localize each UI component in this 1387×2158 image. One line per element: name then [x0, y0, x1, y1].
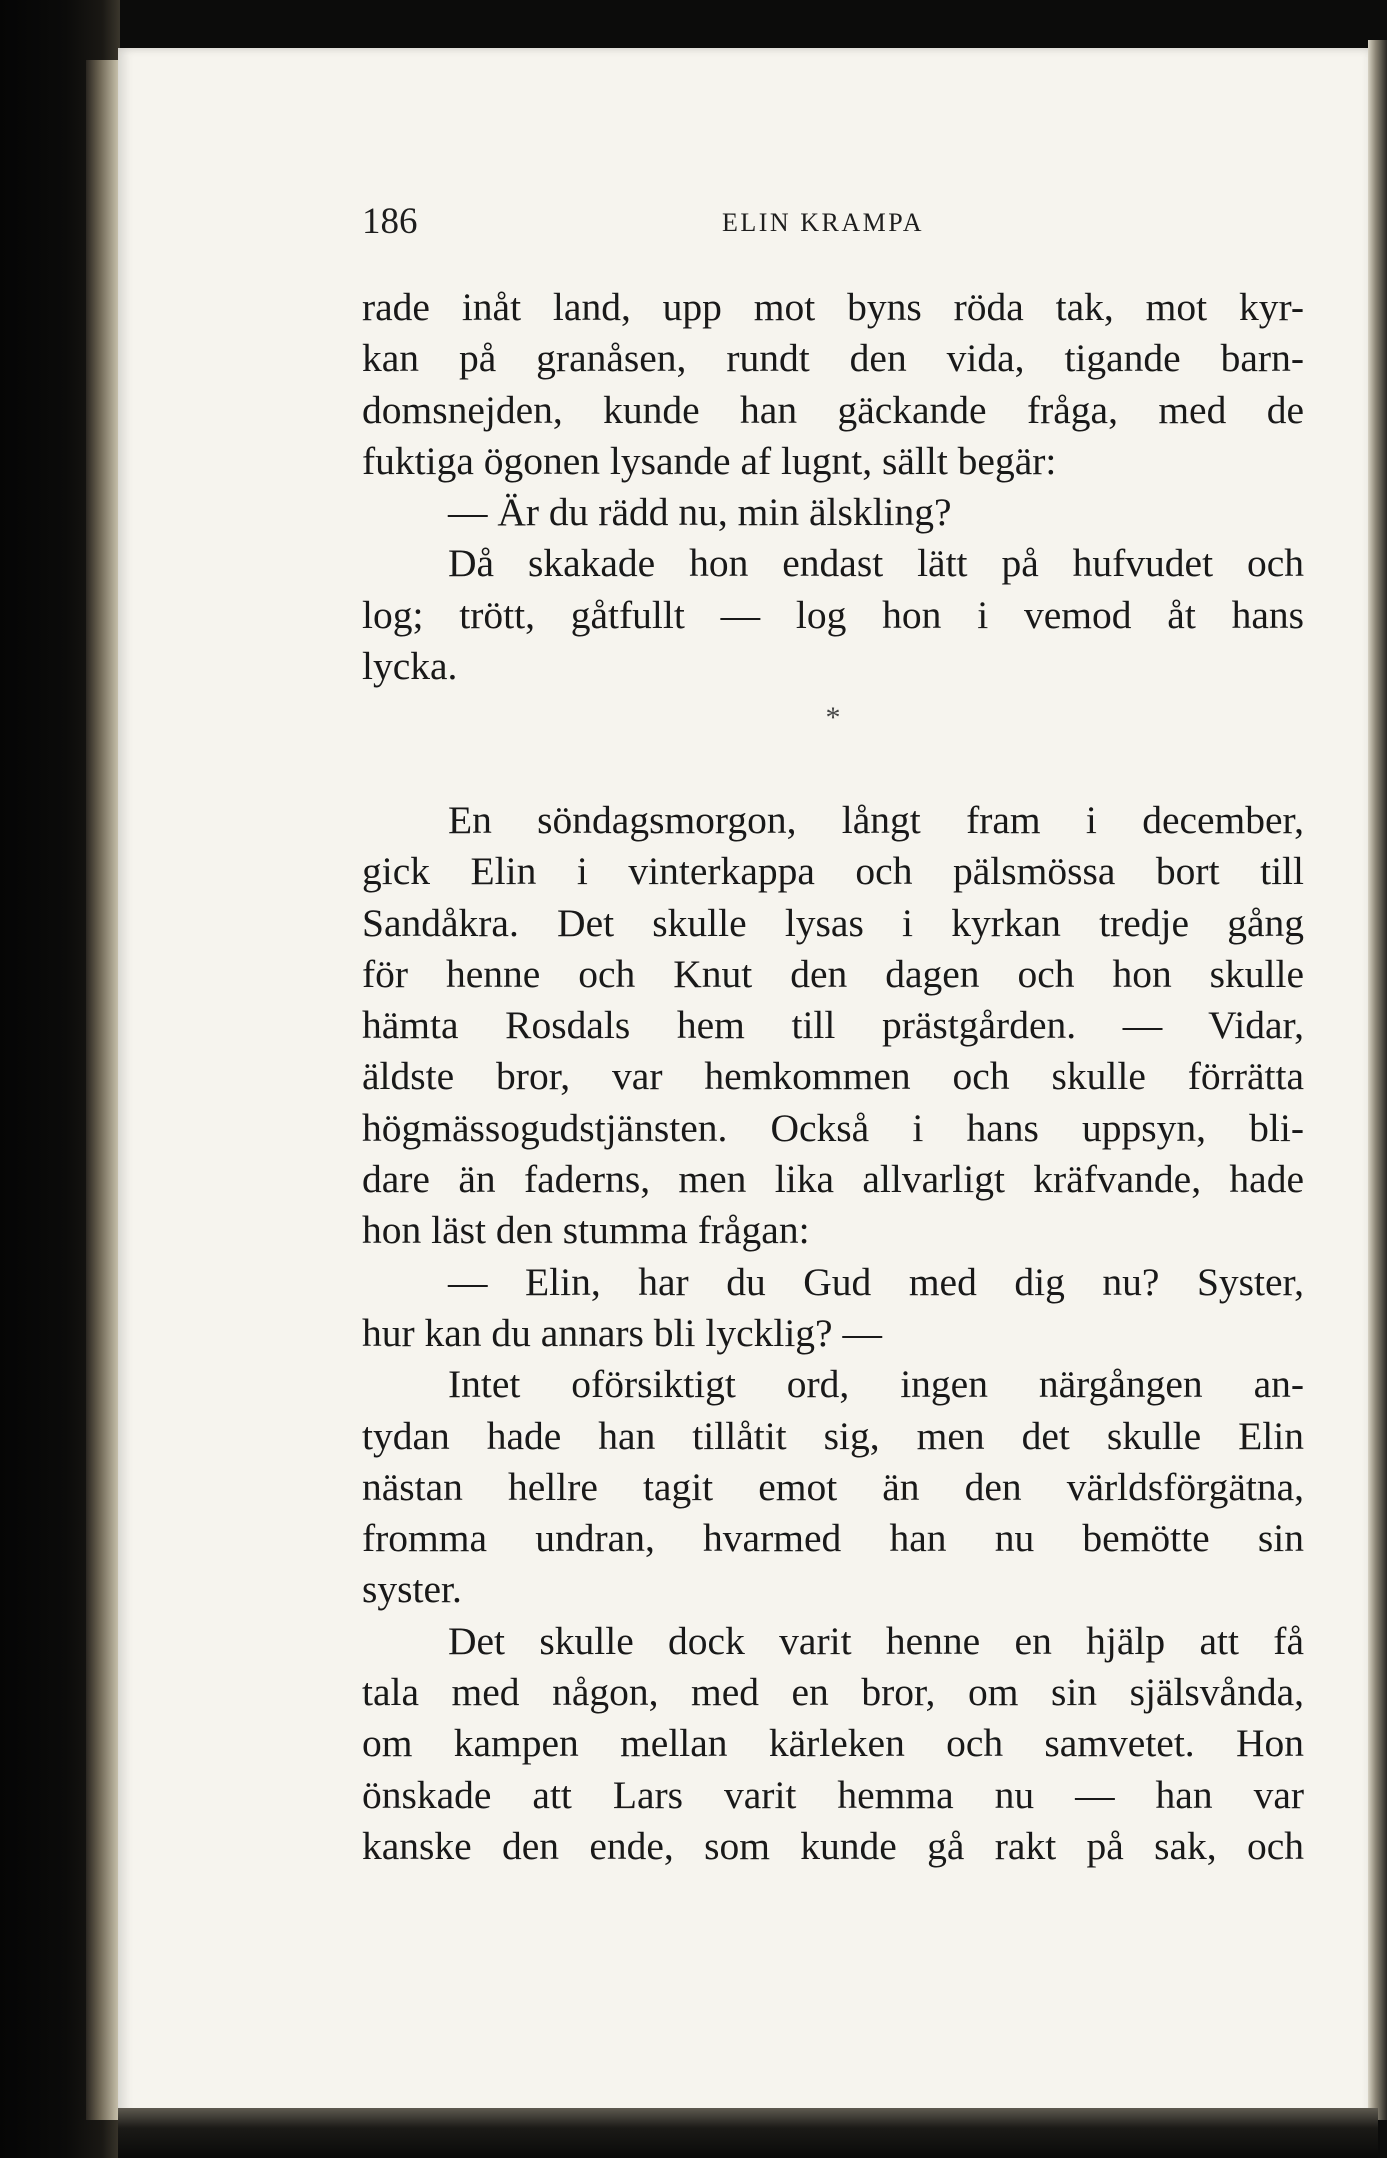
text-line: domsnejden, kunde han gäckande fråga, med de — [362, 387, 1304, 432]
text-line: om kampen mellan kärleken och samvetet. Hon — [362, 1721, 1304, 1766]
text-line: fuktiga ögonen lysande af lugnt, sällt begär: — [362, 438, 1057, 483]
text-line: fromma undran, hvarmed han nu bemötte sin — [362, 1516, 1304, 1561]
text-line: gick Elin i vinterkappa och pälsmössa bort till — [362, 849, 1304, 894]
page-number: 186 — [362, 201, 418, 242]
text-line: hon läst den stumma frågan: — [362, 1208, 810, 1253]
text-line: nästan hellre tagit emot än den världsförgätna, — [362, 1464, 1304, 1509]
section-break-asterisk: * — [825, 701, 841, 735]
running-title: ELIN KRAMPA — [722, 208, 925, 237]
text-line: rade inåt land, upp mot byns röda tak, mot kyr- — [362, 285, 1304, 329]
text-line: hur kan du annars bli lycklig? — — [362, 1310, 882, 1355]
text-line: En söndagsmorgon, långt fram i december, — [448, 797, 1304, 842]
page-edge — [86, 60, 120, 2120]
bottom-shadow — [118, 2108, 1378, 2158]
page-right-edge — [1368, 40, 1387, 2120]
text-line: hämta Rosdals hem till prästgården. — Vidar, — [362, 1003, 1304, 1048]
text-line: syster. — [362, 1567, 462, 1612]
text-line: äldste bror, var hemkommen och skulle förrätta — [362, 1054, 1304, 1099]
text-line: önskade att Lars varit hemma nu — han var — [362, 1772, 1304, 1817]
text-line: högmässogudstjänsten. Också i hans uppsyn, bli- — [362, 1105, 1304, 1150]
text-line: för henne och Knut den dagen och hon skulle — [362, 951, 1304, 996]
text-line: Då skakade hon endast lätt på hufvudet och — [448, 541, 1304, 586]
page-header — [362, 200, 1304, 250]
text-line: Sandåkra. Det skulle lysas i kyrkan tredje gång — [362, 900, 1304, 945]
text-line: — Elin, har du Gud med dig nu? Syster, — [448, 1259, 1304, 1304]
text-line: log; trött, gåtfullt — log hon i vemod åt hans — [362, 592, 1304, 637]
text-line: kanske den ende, som kunde gå rakt på sak, och — [362, 1823, 1304, 1868]
text-line: tydan hade han tillåtit sig, men det skulle Elin — [362, 1413, 1304, 1458]
text-line: tala med någon, med en bror, om sin själsvånda, — [362, 1670, 1304, 1715]
body-text — [362, 282, 1304, 1872]
text-line: — Är du rädd nu, min älskling? — [448, 490, 952, 535]
text-line: Det skulle dock varit henne en hjälp att få — [448, 1618, 1304, 1663]
text-line: Intet oförsiktigt ord, ingen närgången an- — [448, 1362, 1304, 1407]
text-line: dare än faderns, men lika allvarligt kräfvande, hade — [362, 1157, 1304, 1202]
text-line: lycka. — [362, 644, 458, 689]
section-gap — [362, 744, 1304, 795]
text-line: kan på granåsen, rundt den vida, tigande barn- — [362, 336, 1304, 381]
